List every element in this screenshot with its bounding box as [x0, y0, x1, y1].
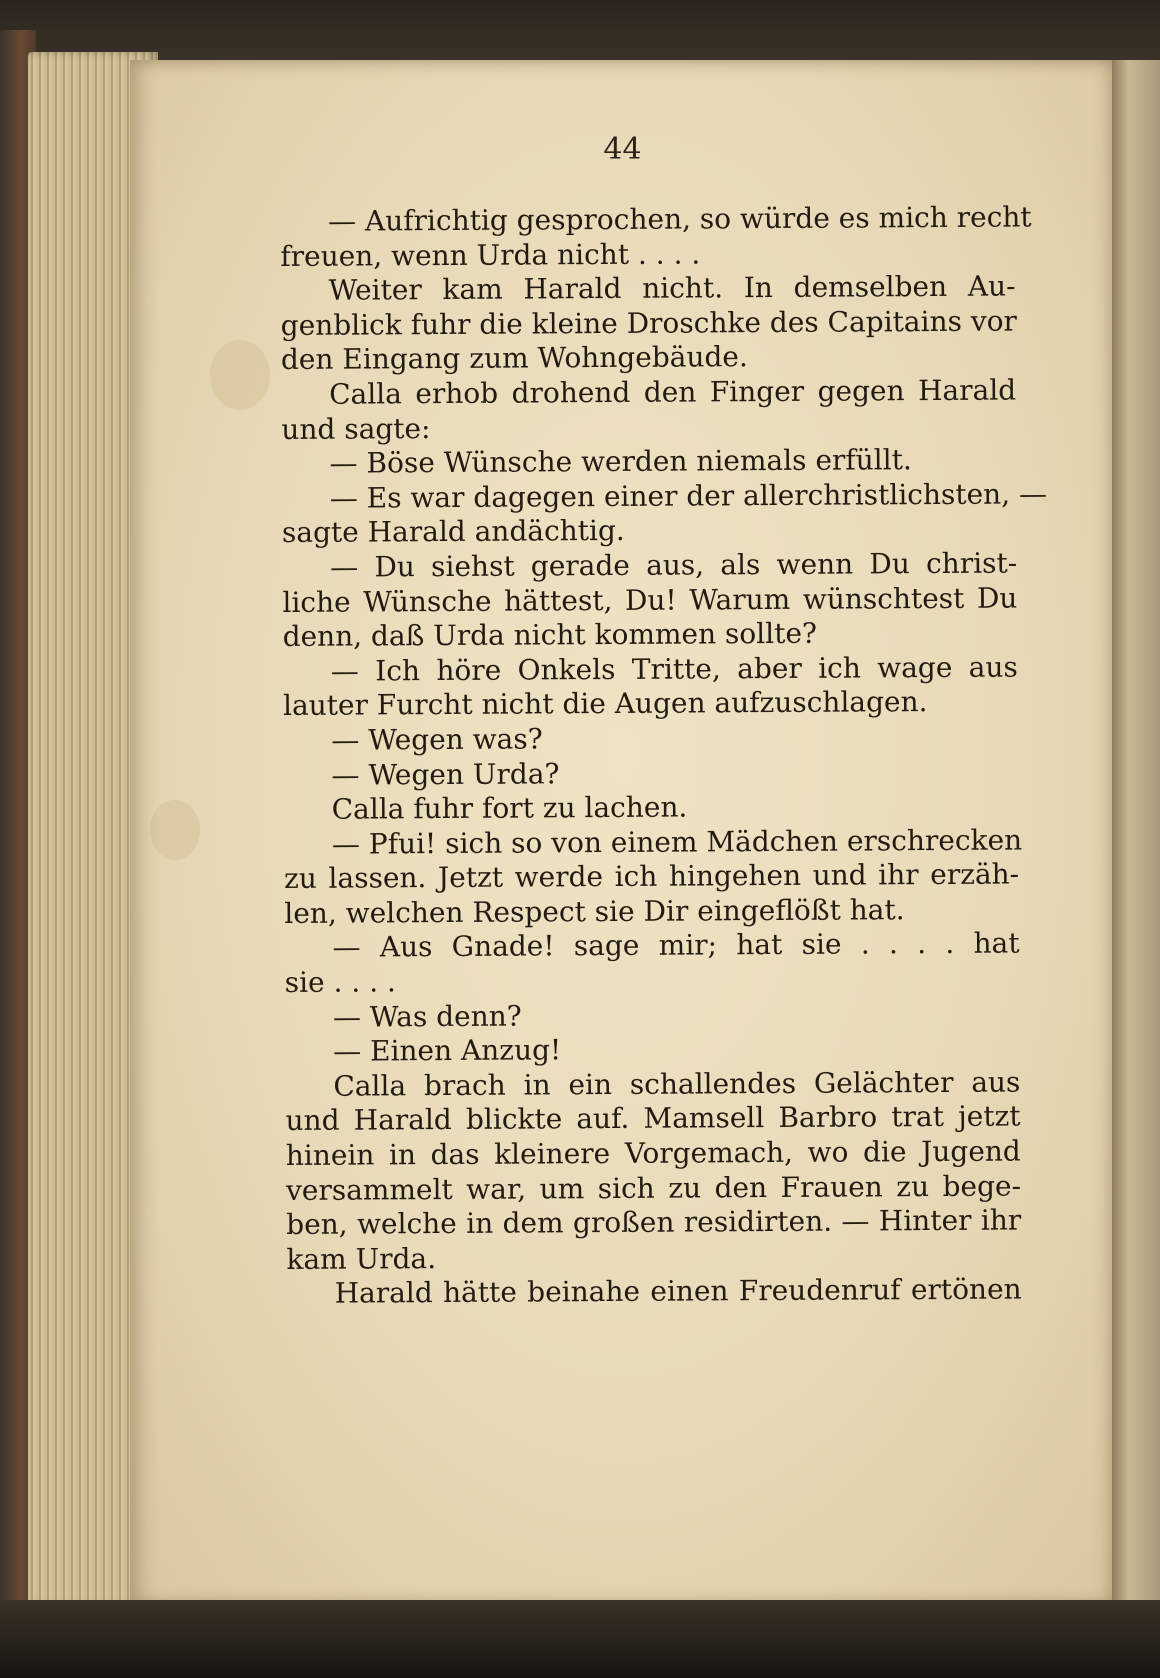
book-page: [130, 60, 1115, 1605]
text-line: freuen, wenn Urda nicht . . . .: [280, 237, 701, 273]
text-line: ben, welche in dem großen residirten. — Hinter ihr: [286, 1203, 1022, 1242]
text-line: und Harald blickte auf. Mamsell Barbro trat jetzt: [285, 1099, 1021, 1138]
text-line: versammelt war, um sich zu den Frauen zu bege-: [285, 1169, 1022, 1207]
text-line: Calla brach in ein schallendes Gelächter aus: [333, 1065, 1021, 1103]
text-line: — Wegen was?: [331, 722, 543, 757]
text-line: denn, daß Urda nicht kommen sollte?: [282, 616, 818, 654]
cover-bottom-edge: [0, 1600, 1160, 1678]
text-line: kam Urda.: [286, 1241, 437, 1276]
text-line: Weiter kam Harald nicht. In demselben Au-: [328, 269, 1016, 307]
text-line: — Aufrichtig gesprochen, so würde es mich recht: [327, 200, 1032, 238]
text-line: sie . . . .: [284, 965, 396, 1000]
text-line: len, welchen Respect sie Dir eingeflößt hat.: [284, 893, 905, 930]
cover-top-edge: [0, 0, 1160, 60]
text-line: — Ich höre Onkels Tritte, aber ich wage aus: [330, 650, 1018, 688]
paper-stain: [210, 340, 270, 410]
text-line: hinein in das kleinere Vorgemach, wo die Jugend: [285, 1134, 1021, 1173]
text-line: — Böse Wünsche werden niemals erfüllt.: [329, 443, 912, 480]
text-line: und sagte:: [281, 411, 431, 446]
facing-page-edge: [1112, 60, 1160, 1605]
body-text: [280, 200, 1048, 1312]
text-line: Harald hätte beinahe einen Freudenruf ertönen: [334, 1272, 1022, 1311]
text-line: Calla fuhr fort zu lachen.: [331, 790, 688, 826]
text-line: — Wegen Urda?: [331, 756, 560, 792]
text-line: — Einen Anzug!: [333, 1033, 562, 1068]
text-line: liche Wünsche hättest, Du! Warum wünschtest Du: [282, 581, 1018, 619]
page-number: 44: [603, 132, 642, 167]
text-line: — Du siehst gerade aus, als wenn Du christ-: [330, 546, 1018, 584]
text-line: — Pfui! sich so von einem Mädchen erschrecken: [331, 823, 1023, 861]
text-line: — Was denn?: [332, 999, 522, 1034]
text-line: — Aus Gnade! sage mir; hat sie . . . . hat: [332, 926, 1020, 965]
text-line: Calla erhob drohend den Finger gegen Harald: [329, 373, 1017, 411]
text-line: den Eingang zum Wohngebäude.: [280, 340, 748, 377]
paper-stain: [150, 800, 200, 860]
text-line: genblick fuhr die kleine Droschke des Capitains vor: [280, 304, 1017, 342]
text-line: lauter Furcht nicht die Augen aufzuschlagen.: [282, 685, 928, 723]
text-line: sagte Harald andächtig.: [281, 514, 625, 550]
text-line: — Es war dagegen einer der allerchristlichsten, —: [329, 477, 1048, 515]
text-line: zu lassen. Jetzt werde ich hingehen und ihr erzäh-: [284, 857, 1020, 896]
